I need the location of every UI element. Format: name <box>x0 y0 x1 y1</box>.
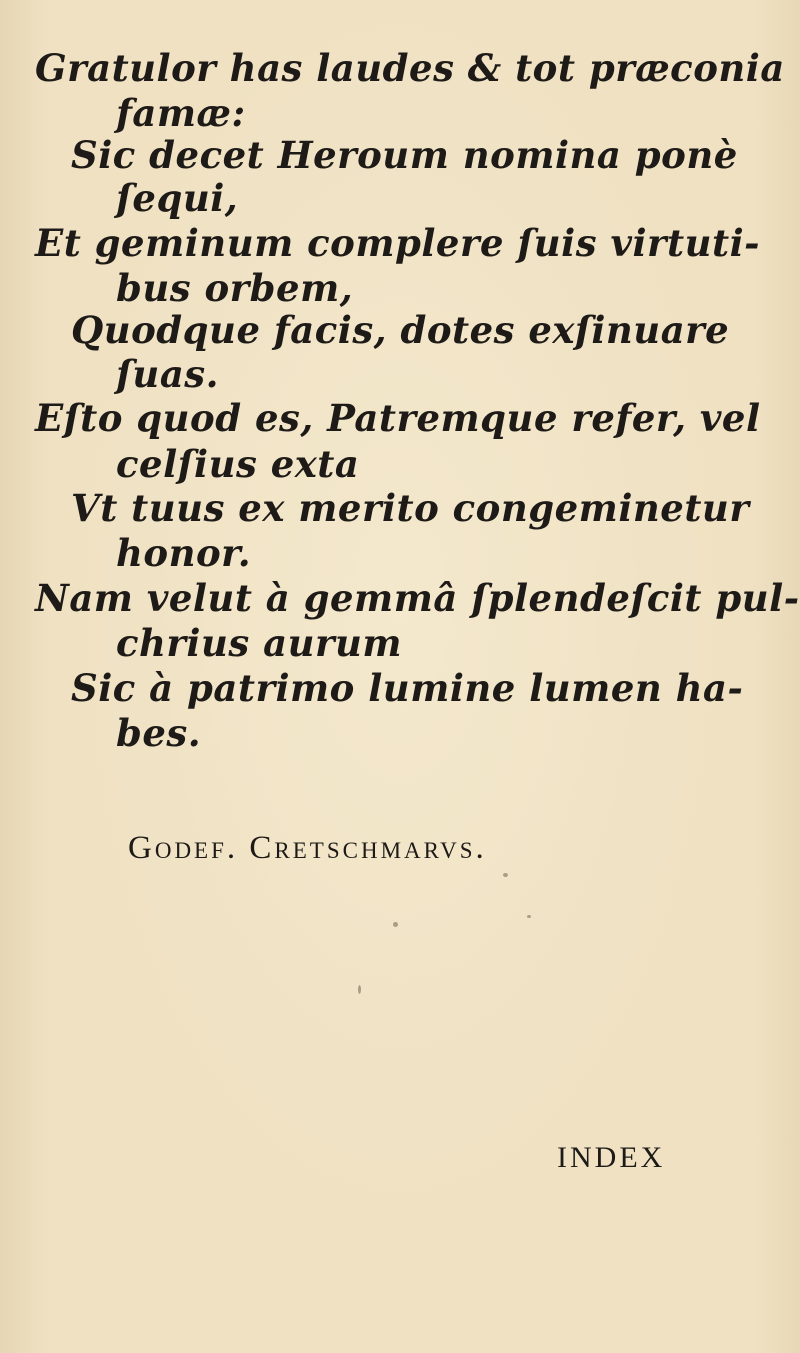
poem-line: Eſto quod es, Patremque refer, vel <box>35 396 761 440</box>
catchword: INDEX <box>557 1141 666 1174</box>
poem-line: bes. <box>116 711 202 755</box>
poem-line: celſius exta <box>116 442 360 486</box>
paper-speck <box>527 915 531 918</box>
poem-line: famæ: <box>116 91 246 135</box>
poem-line: Quodque facis, dotes exſinuare <box>71 308 730 352</box>
poem-line: bus orbem, <box>116 266 354 310</box>
paper-speck <box>503 873 508 877</box>
paper-speck <box>393 922 398 927</box>
poem-line: ſequi, <box>116 176 239 220</box>
poem-line: Sic à patrimo lumine lumen ha- <box>71 666 744 710</box>
poem-line: Sic decet Heroum nomina ponè <box>71 133 738 177</box>
poem-line: chrius aurum <box>116 621 403 665</box>
poem-line: Gratulor has laudes & tot præconia <box>35 46 785 90</box>
poem-line: Vt tuus ex merito congeminetur <box>71 486 750 530</box>
poem-line: Nam velut à gemmâ ſplendeſcit pul- <box>35 576 800 620</box>
poem-line: honor. <box>116 531 252 575</box>
poem-line: ſuas. <box>116 352 220 396</box>
paper-speck <box>358 985 361 994</box>
poem-line: Et geminum complere ſuis virtuti- <box>35 221 760 265</box>
author-signature: Godef. Cretschmarvs. <box>128 830 487 866</box>
